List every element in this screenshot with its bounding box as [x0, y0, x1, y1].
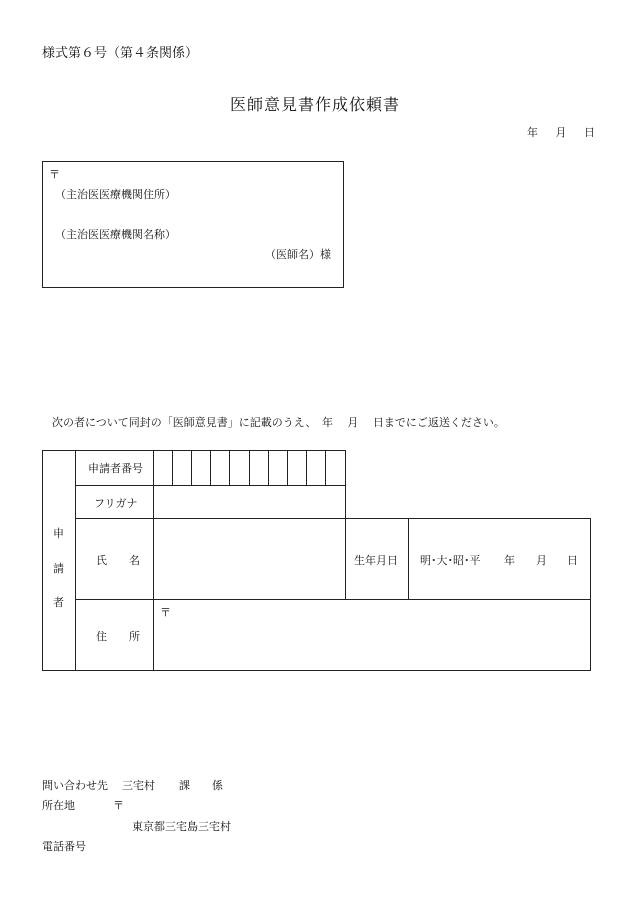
address-postal-mark: 〒 [160, 606, 171, 619]
location-address: 東京都三宅島三宅村 [132, 820, 231, 833]
applicant-number-label: 申請者番号 [88, 462, 143, 475]
location-label: 所在地 [42, 799, 75, 812]
issue-date [527, 124, 595, 140]
request-text: 次の者について同封の「医師意見書」に記載のうえ、 年 月 日までにご返送ください。 [52, 416, 505, 429]
postal-mark: 〒 [49, 168, 60, 181]
applicant-side-label-3: 者 [53, 596, 64, 609]
contact-label: 問い合わせ先 [42, 779, 108, 792]
phone-label: 電話番号 [42, 840, 86, 853]
birthdate-label: 生年月日 [354, 554, 398, 567]
location-postal-mark: 〒 [113, 799, 124, 812]
name-label: 氏 名 [96, 554, 140, 567]
address-label: 住 所 [96, 630, 140, 643]
doctor-name-label: （医師名）様 [265, 248, 331, 261]
applicant-side-label-1: 申 [53, 527, 64, 540]
date-year: 年 [527, 126, 538, 139]
recipient-address-box [42, 161, 344, 288]
birth-day-label: 日 [567, 554, 578, 567]
contact-section: 課 [179, 779, 190, 792]
birth-year-label: 年 [504, 554, 515, 567]
era-label: 明･大･昭･平 [420, 554, 481, 567]
applicant-side-label-2: 請 [53, 562, 64, 575]
date-month: 月 [555, 126, 567, 139]
contact-village: 三宅村 [122, 779, 155, 792]
date-day: 日 [584, 126, 595, 139]
form-number: 様式第６号（第４条関係） [42, 46, 199, 61]
furigana-label: フリガナ [94, 497, 138, 510]
clinic-address-label: （主治医医療機関住所） [55, 188, 176, 201]
document-title: 医師意見書作成依頼書 [229, 95, 400, 114]
clinic-name-label: （主治医医療機関名称） [55, 228, 176, 241]
contact-subsection: 係 [212, 779, 223, 792]
birth-month-label: 月 [536, 554, 547, 567]
